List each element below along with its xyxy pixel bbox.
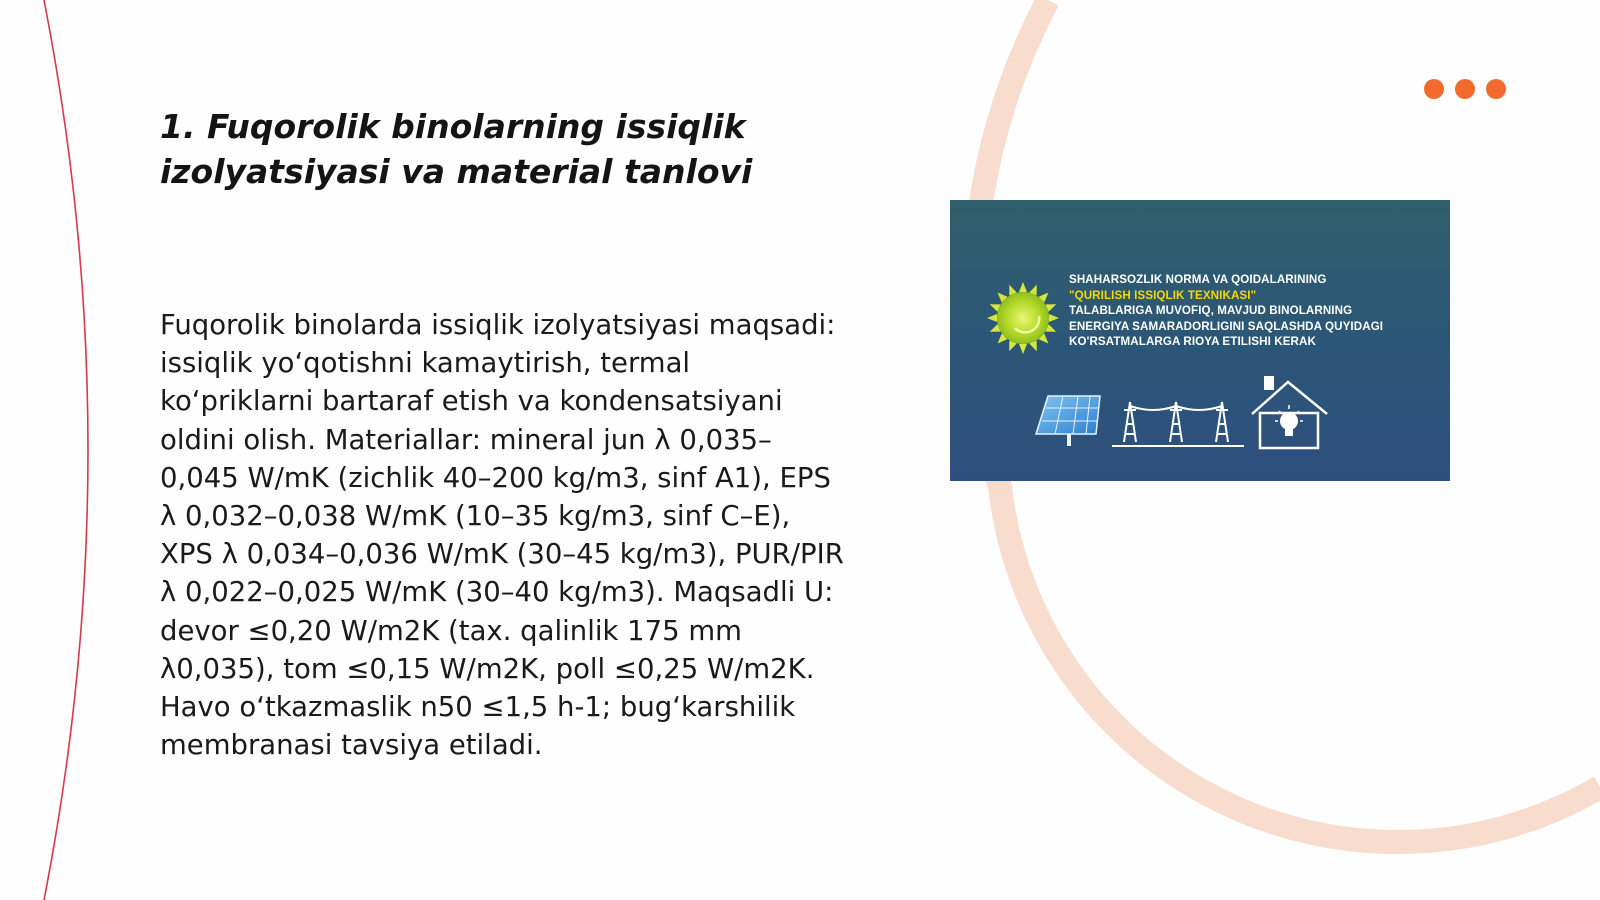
infographic-highlight-line: "QURILISH ISSIQLIK TEXNIKASI" <box>1069 288 1257 302</box>
infographic-text <box>1069 272 1444 350</box>
slide-body-text: Fuqorolik binolarda issiqlik izolyatsiyasi maqsadi: issiqlik yo‘qotishni kamaytirish, termal ko‘priklarni bartaraf etish va kondensatsiyani oldini olish. Materiallar: mineral jun λ 0,035–0,045 W/mK (zichlik 40–200 kg/m3, sinf A1), EPS λ 0,032–0,038 W/mK (10–35 kg/m3, sinf C–E), XPS λ 0,034–0,036 W/mK (30–45 kg/m3), PUR/PIR λ 0,022–0,025 W/mK (30–40 kg/m3). Maqsadli U: devor ≤0,20 W/m2K (tax. qalinlik 175 mm λ0,035), tom ≤0,15 W/m2K, poll ≤0,25 W/m2K. Havo o‘tkazmaslik n50 ≤1,5 h-1; bug‘karshilik membranasi tavsiya etiladi. <box>160 309 844 762</box>
dot-icon <box>1424 79 1444 99</box>
infographic-line: ENERGIYA SAMARADORLIGINI SAQLASHDA QUYIDAGI <box>1069 319 1384 333</box>
infographic-line: TALABLARIGA MUVOFIQ, MAVJUD BINOLARNING <box>1069 304 1353 317</box>
energy-efficiency-infographic <box>950 200 1450 481</box>
infographic-line: SHAHARSOZLIK NORMA VA QOIDALARINING <box>1069 273 1327 286</box>
infographic-line: KO'RSATMALARGA RIOYA ETILISHI KERAK <box>1069 335 1316 348</box>
dot-icon <box>1486 79 1506 99</box>
menu-dots <box>1424 79 1506 99</box>
power-line-icon <box>1112 402 1244 446</box>
solar-panel-icon <box>1036 396 1100 446</box>
dot-icon <box>1455 79 1475 99</box>
sun-icon <box>987 282 1059 354</box>
house-lightbulb-icon <box>1252 376 1327 448</box>
left-accent-curve <box>44 0 88 900</box>
slide-title: 1. Fuqorolik binolarning issiqlik izolyatsiyasi va material tanlovi <box>160 107 753 191</box>
